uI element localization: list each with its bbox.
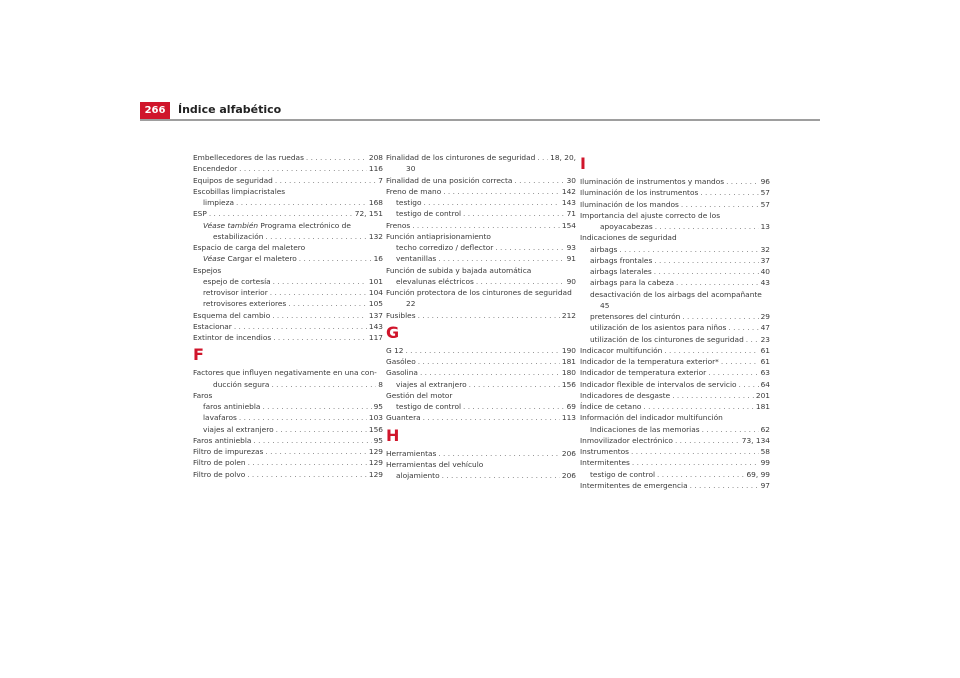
entry-term: Iluminación de instrumentos y mandos xyxy=(580,177,725,186)
index-entry xyxy=(193,469,383,480)
dot-leader xyxy=(476,276,565,287)
entry-term: Intermitentes de emergencia xyxy=(580,480,688,490)
index-entry xyxy=(193,321,383,332)
page-header xyxy=(140,100,820,122)
dot-leader xyxy=(690,480,759,491)
index-entry xyxy=(386,310,576,321)
entry-term: airbags laterales xyxy=(590,267,652,276)
entry-page: 62 xyxy=(760,424,770,434)
dot-leader xyxy=(265,231,366,242)
dot-leader xyxy=(418,356,560,367)
entry-page: 129 xyxy=(368,458,383,468)
entry-page: 190 xyxy=(561,345,576,355)
entry-term: 45 xyxy=(600,300,610,310)
dot-leader xyxy=(253,435,371,446)
entry-page: 156 xyxy=(368,424,383,434)
entry-term: Función de subida y bajada automática xyxy=(386,265,532,275)
entry-page: 97 xyxy=(760,480,770,490)
dot-leader xyxy=(682,311,758,322)
dot-leader xyxy=(672,390,754,401)
see-also-reference xyxy=(193,220,383,231)
index-entry xyxy=(193,242,383,253)
dot-leader xyxy=(239,163,367,174)
index-entry xyxy=(193,152,383,163)
entry-page: 37 xyxy=(760,255,770,265)
dot-leader xyxy=(632,457,759,468)
entry-term: Inmovilizador electrónico xyxy=(580,435,673,445)
entry-page: 201 xyxy=(755,390,770,400)
index-entry xyxy=(580,446,770,457)
entry-term: alojamiento xyxy=(396,471,440,480)
entry-term: Iluminación de los mandos xyxy=(580,199,679,209)
index-entry xyxy=(386,459,576,470)
section-letter: I xyxy=(580,154,586,173)
index-subentry xyxy=(386,253,576,264)
index-subentry xyxy=(386,470,576,481)
entry-term: Finalidad de los cinturones de seguridad xyxy=(386,153,536,162)
entry-page: 43 xyxy=(760,278,770,288)
entry-page: 154 xyxy=(561,220,576,230)
entry-page: 168 xyxy=(368,198,383,207)
entry-term: Herramientas xyxy=(386,448,437,458)
entry-term: viajes al extranjero xyxy=(396,379,467,389)
entry-page: 101 xyxy=(368,276,383,286)
dot-leader xyxy=(721,356,759,367)
index-subentry xyxy=(193,287,383,298)
index-subentry xyxy=(580,311,770,322)
entry-term: Gestión del motor xyxy=(386,390,453,400)
dot-leader xyxy=(299,253,372,264)
page-title: Índice alfabético xyxy=(178,103,282,116)
dot-leader xyxy=(272,310,367,321)
entry-page: 93 xyxy=(566,243,576,252)
index-entry xyxy=(580,480,770,491)
index-column-3 xyxy=(580,152,770,491)
entry-term: viajes al extranjero xyxy=(203,424,274,434)
entry-term: ducción segura xyxy=(213,379,270,389)
index-subentry xyxy=(580,469,770,480)
header-divider xyxy=(140,119,820,121)
index-entry xyxy=(386,412,576,423)
entry-page: 206 xyxy=(561,448,576,458)
index-entry xyxy=(193,332,383,343)
dot-leader xyxy=(469,379,560,390)
entry-term: Escobillas limpiacristales xyxy=(193,186,286,196)
index-subentry xyxy=(580,322,770,333)
entry-term: 22 xyxy=(406,299,416,309)
dot-leader xyxy=(681,199,759,210)
entry-page: 117 xyxy=(368,333,383,342)
entry-page: 104 xyxy=(368,288,383,297)
entry-term: ESP xyxy=(193,209,207,219)
dot-leader xyxy=(405,345,559,356)
entry-term: Estacionar xyxy=(193,321,232,331)
entry-page: 69 xyxy=(566,402,576,411)
dot-leader xyxy=(619,244,758,255)
entry-term: airbags frontales xyxy=(590,255,653,265)
dot-leader xyxy=(236,197,367,208)
index-column-2 xyxy=(386,152,576,481)
entry-term: Esquema del cambio xyxy=(193,310,271,320)
dot-leader xyxy=(726,176,758,187)
entry-term: Faros xyxy=(193,390,213,400)
index-entry xyxy=(193,163,383,174)
dot-leader xyxy=(654,266,759,277)
entry-term: desactivación de los airbags del acompañante xyxy=(590,289,762,299)
dot-leader xyxy=(275,175,376,186)
dot-leader xyxy=(438,448,560,459)
entry-term: Importancia del ajuste correcto de los xyxy=(580,210,721,220)
entry-term: 30 xyxy=(406,164,416,174)
index-subentry xyxy=(580,334,770,345)
index-subentry xyxy=(580,424,770,435)
entry-page: 30 xyxy=(566,175,576,185)
index-entry xyxy=(193,435,383,446)
entry-term: Función protectora de los cinturones de seguridad xyxy=(386,288,572,297)
dot-leader xyxy=(654,255,758,266)
dot-leader xyxy=(247,469,367,480)
index-subentry xyxy=(193,197,383,208)
entry-term: Indicador flexible de intervalos de servicio xyxy=(580,379,737,389)
index-entry xyxy=(193,457,383,468)
entry-page: 23 xyxy=(760,334,770,344)
index-entry xyxy=(580,367,770,378)
entry-term: utilización de los asientos para niños xyxy=(590,323,727,333)
entry-page: 113 xyxy=(561,413,576,423)
index-entry xyxy=(386,367,576,378)
index-column-1 xyxy=(193,152,383,480)
index-entry xyxy=(580,412,770,423)
dot-leader xyxy=(676,277,759,288)
dot-leader xyxy=(288,298,367,309)
entry-page: 142 xyxy=(561,186,576,196)
index-subentry xyxy=(580,277,770,288)
entry-term: Filtro de polen xyxy=(193,458,246,468)
index-subentry xyxy=(193,401,383,412)
entry-page: 143 xyxy=(561,198,576,207)
entry-term: Indicaciones de seguridad xyxy=(580,233,677,243)
dot-leader xyxy=(495,242,564,253)
entry-term: Indicaciones de las memorias xyxy=(590,424,700,434)
dot-leader xyxy=(664,345,758,356)
see-also-label: Véase también xyxy=(203,220,259,230)
entry-term: elevalunas eléctricos xyxy=(396,276,474,286)
index-entry xyxy=(386,448,576,459)
entry-page: 64 xyxy=(760,379,770,389)
entry-term: Filtro de polvo xyxy=(193,469,246,479)
entry-page: 105 xyxy=(368,299,383,309)
dot-leader xyxy=(739,379,759,390)
dot-leader xyxy=(438,253,564,264)
entry-term: testigo de control xyxy=(590,469,656,479)
entry-term: faros antiniebla xyxy=(203,402,261,411)
entry-term: espejo de cortesía xyxy=(203,276,271,286)
index-entry xyxy=(193,208,383,219)
index-subentry xyxy=(580,255,770,266)
entry-term: Espejos xyxy=(193,265,222,275)
dot-leader xyxy=(234,321,367,332)
index-entry-continued xyxy=(580,221,770,232)
index-entry xyxy=(580,435,770,446)
dot-leader xyxy=(423,412,560,423)
index-entry xyxy=(580,345,770,356)
section-letter: G xyxy=(386,322,400,342)
index-entry xyxy=(580,401,770,412)
entry-term: Embellecedores de las ruedas xyxy=(193,153,304,162)
entry-page: 143 xyxy=(368,321,383,331)
entry-term: Indicador de temperatura exterior xyxy=(580,368,707,378)
index-entry xyxy=(580,199,770,210)
entry-page-continued xyxy=(580,300,770,311)
entry-page: 103 xyxy=(368,413,383,423)
entry-page: 95 xyxy=(373,435,383,445)
entry-page: 13 xyxy=(760,222,770,231)
entry-term: pretensores del cinturón xyxy=(590,312,681,321)
entry-term: Indicadores de desgaste xyxy=(580,390,671,400)
dot-leader xyxy=(412,220,560,231)
index-entry xyxy=(193,310,383,321)
entry-term: testigo de control xyxy=(396,209,462,219)
entry-page: 32 xyxy=(760,244,770,254)
entry-term: Faros antiniebla xyxy=(193,435,252,445)
entry-page: 63 xyxy=(760,368,770,378)
entry-page: 8 xyxy=(378,379,383,389)
index-subentry xyxy=(580,244,770,255)
dot-leader xyxy=(306,152,367,163)
entry-page: 7 xyxy=(378,175,383,185)
entry-page: 129 xyxy=(368,469,383,479)
index-subentry xyxy=(386,379,576,390)
entry-term: limpieza xyxy=(203,198,235,207)
index-entry xyxy=(193,265,383,276)
entry-page: 212 xyxy=(561,310,576,320)
dot-leader xyxy=(418,310,560,321)
index-subentry xyxy=(193,412,383,423)
index-entry xyxy=(386,356,576,367)
index-entry xyxy=(386,265,576,276)
entry-term: Equipos de seguridad xyxy=(193,175,273,185)
entry-term: Indicador de la temperatura exterior* xyxy=(580,357,719,366)
entry-term: Función antiaprisionamiento xyxy=(386,231,491,241)
entry-page: 137 xyxy=(368,310,383,320)
dot-leader xyxy=(423,197,559,208)
dot-leader xyxy=(675,435,740,446)
entry-term: Información del indicador multifunción xyxy=(580,413,723,423)
entry-term: Encendedor xyxy=(193,164,238,174)
dot-leader xyxy=(657,469,744,480)
entry-page: 99 xyxy=(760,458,770,468)
index-subentry xyxy=(386,401,576,412)
entry-page: 90 xyxy=(566,276,576,286)
dot-leader xyxy=(420,367,560,378)
index-subentry xyxy=(386,276,576,287)
index-entry xyxy=(580,390,770,401)
entry-term: testigo de control xyxy=(396,402,462,411)
index-entry xyxy=(193,175,383,186)
entry-term: Factores que influyen negativamente en una con- xyxy=(193,368,377,378)
entry-page: 18, 20, xyxy=(550,153,576,162)
entry-term: lavafaros xyxy=(203,413,237,423)
index-entry xyxy=(580,232,770,243)
dot-leader xyxy=(537,152,548,163)
dot-leader xyxy=(728,322,758,333)
dot-leader xyxy=(655,221,759,232)
entry-page: 61 xyxy=(760,345,770,355)
entry-term: estabilización xyxy=(213,231,264,241)
entry-page: 57 xyxy=(760,199,770,209)
dot-leader xyxy=(643,401,753,412)
index-subentry xyxy=(386,242,576,253)
entry-term: Gasolina xyxy=(386,368,418,378)
page-number: 266 xyxy=(140,102,170,119)
entry-term: Herramientas del vehículo xyxy=(386,459,484,469)
index-subentry xyxy=(580,266,770,277)
reference-term: Programa electrónico de xyxy=(260,220,351,230)
entry-page: 61 xyxy=(760,357,770,366)
dot-leader xyxy=(273,276,367,287)
entry-term: Fusibles xyxy=(386,310,416,320)
reference-term: Cargar el maletero xyxy=(227,254,297,264)
section-letter: F xyxy=(193,345,204,365)
dot-leader xyxy=(702,424,759,435)
see-reference xyxy=(193,253,383,264)
entry-term: airbags para la cabeza xyxy=(590,278,675,288)
entry-page: 208 xyxy=(368,153,383,162)
entry-term: retrovisor interior xyxy=(203,288,268,297)
entry-term: Filtro de impurezas xyxy=(193,447,264,456)
entry-term: Instrumentos xyxy=(580,447,630,456)
entry-page: 181 xyxy=(755,402,770,411)
index-entry xyxy=(580,187,770,198)
entry-page: 132 xyxy=(368,231,383,241)
entry-page: 96 xyxy=(760,177,770,186)
entry-page: 40 xyxy=(760,267,770,276)
entry-page: 57 xyxy=(760,188,770,198)
index-entry xyxy=(193,367,383,378)
index-entry xyxy=(386,186,576,197)
entry-term: Gasóleo xyxy=(386,357,416,366)
reference-continued xyxy=(193,231,383,242)
dot-leader xyxy=(262,401,371,412)
entry-term: Índice de cetano xyxy=(580,402,642,411)
entry-term: Frenos xyxy=(386,220,411,230)
dot-leader xyxy=(700,187,758,198)
entry-term: Intermitentes xyxy=(580,458,630,468)
dot-leader xyxy=(270,287,367,298)
entry-page: 69, 99 xyxy=(746,469,770,479)
entry-page: 72, 151 xyxy=(354,209,383,219)
entry-page: 129 xyxy=(368,447,383,456)
index-entry-continued xyxy=(193,379,383,390)
entry-page: 91 xyxy=(566,254,576,264)
dot-leader xyxy=(463,401,565,412)
entry-term: ventanillas xyxy=(396,254,437,264)
entry-page: 16 xyxy=(373,254,383,264)
index-entry xyxy=(193,446,383,457)
entry-page: 29 xyxy=(760,312,770,321)
dot-leader xyxy=(273,332,367,343)
dot-leader xyxy=(209,208,353,219)
index-entry xyxy=(386,345,576,356)
entry-page-continued xyxy=(386,163,576,174)
dot-leader xyxy=(463,208,565,219)
index-subentry xyxy=(386,197,576,208)
entry-term: Indicacor multifunción xyxy=(580,345,663,355)
entry-page: 95 xyxy=(373,402,383,411)
entry-term: utilización de los cinturones de seguridad xyxy=(590,334,744,344)
dot-leader xyxy=(443,186,560,197)
dot-leader xyxy=(746,334,759,345)
dot-leader xyxy=(276,424,367,435)
entry-page: 206 xyxy=(561,471,576,480)
index-entry xyxy=(386,390,576,401)
entry-page: 116 xyxy=(368,164,383,174)
entry-term: Extintor de incendios xyxy=(193,333,272,342)
index-entry xyxy=(193,390,383,401)
index-entry xyxy=(386,152,576,163)
index-entry xyxy=(580,356,770,367)
dot-leader xyxy=(631,446,759,457)
entry-term: apoyacabezas xyxy=(600,222,653,231)
entry-term: airbags xyxy=(590,244,618,254)
entry-page: 47 xyxy=(760,323,770,333)
entry-page-continued xyxy=(386,298,576,309)
entry-term: Finalidad de una posición correcta xyxy=(386,175,513,185)
index-entry xyxy=(386,231,576,242)
dot-leader xyxy=(442,470,560,481)
index-subentry xyxy=(386,208,576,219)
index-subentry xyxy=(193,424,383,435)
entry-page: 73, 134 xyxy=(741,435,770,445)
entry-term: techo corredizo / deflector xyxy=(396,243,494,252)
index-subentry xyxy=(193,276,383,287)
index-entry xyxy=(580,379,770,390)
index-entry xyxy=(580,457,770,468)
dot-leader xyxy=(265,446,367,457)
entry-term: retrovisores exteriores xyxy=(203,299,287,309)
dot-leader xyxy=(248,457,367,468)
entry-term: Espacio de carga del maletero xyxy=(193,243,306,252)
entry-term: Freno de mano xyxy=(386,186,442,196)
dot-leader xyxy=(239,412,367,423)
index-entry xyxy=(580,176,770,187)
index-entry xyxy=(386,175,576,186)
index-entry xyxy=(386,287,576,298)
index-entry xyxy=(580,210,770,221)
index-entry xyxy=(386,220,576,231)
entry-term: Iluminación de los instrumentos xyxy=(580,188,699,198)
index-entry xyxy=(193,186,383,197)
entry-page: 58 xyxy=(760,447,770,456)
index-subentry xyxy=(193,298,383,309)
dot-leader xyxy=(708,367,758,378)
entry-term: testigo xyxy=(396,198,422,207)
entry-page: 180 xyxy=(561,368,576,378)
entry-page: 181 xyxy=(561,357,576,366)
index-subentry xyxy=(580,289,770,300)
see-label: Véase xyxy=(203,254,226,264)
dot-leader xyxy=(514,175,564,186)
entry-term: G 12 xyxy=(386,345,404,355)
dot-leader xyxy=(271,379,376,390)
entry-page: 156 xyxy=(561,379,576,389)
entry-term: Guantera xyxy=(386,413,421,423)
section-letter: H xyxy=(386,425,400,445)
entry-page: 71 xyxy=(566,209,576,219)
